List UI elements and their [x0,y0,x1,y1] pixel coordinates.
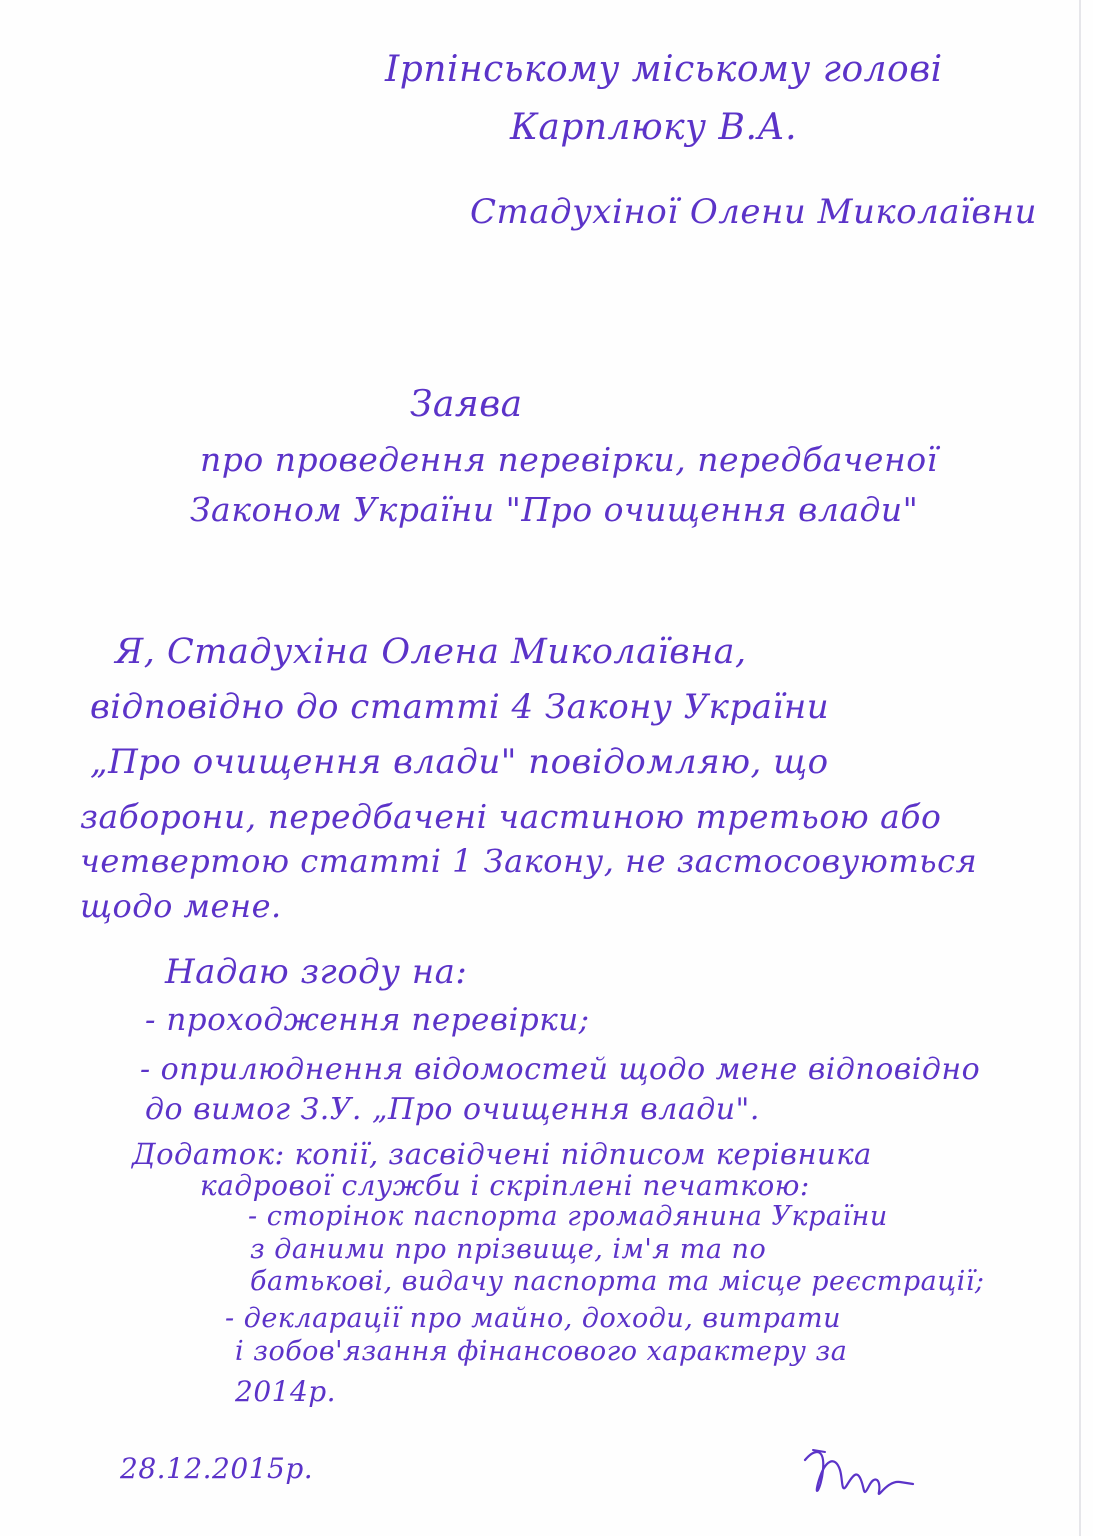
body-line-2: відповідно до статті 4 Закону України [90,687,830,727]
document-title: Заява [410,384,523,425]
signature [795,1440,915,1510]
addressee-line-1: Ірпінському міському голові [385,49,943,90]
page-edge [1079,0,1081,1536]
body-line-3: „Про очищення влади" повідомляю, що [90,742,829,782]
consent-heading: Надаю згоду на: [165,952,468,992]
attachment-line-4: з даними про прізвище, ім'я та по [250,1234,767,1265]
attachment-line-8: 2014р. [235,1375,337,1408]
attachment-line-7: і зобов'язання фінансового характеру за [235,1336,848,1367]
attachment-line-5: батькові, видачу паспорта та місце реєстрації; [250,1266,985,1297]
document-subtitle-line-2: Законом України "Про очищення влади" [190,490,919,529]
applicant-name: Стадухіної Олени Миколаївни [470,192,1037,232]
body-line-1: Я, Стадухіна Олена Миколаївна, [115,632,747,672]
attachment-line-2: кадрової служби і скріплені печаткою: [200,1169,810,1202]
addressee-line-2: Карплюку В.А. [510,107,798,148]
body-line-6: щодо мене. [80,887,282,925]
attachment-line-3: - сторінок паспорта громадянина України [248,1201,888,1232]
attachment-line-1: Додаток: копії, засвідчені підписом керівника [132,1137,872,1171]
body-line-5: четвертою статті 1 Закону, не застосовуються [80,842,978,880]
document-subtitle-line-1: про проведення перевірки, передбаченої [200,440,938,479]
consent-item-2-line-1: - оприлюднення відомостей щодо мене відповідно [140,1052,981,1087]
document-date: 28.12.2015р. [120,1452,314,1485]
consent-item-1: - проходження перевірки; [145,1002,590,1038]
attachment-line-6: - декларації про майно, доходи, витрати [225,1303,841,1334]
body-line-4: заборони, передбачені частиною третьою або [80,797,942,836]
consent-item-2-line-2: до вимог З.У. „Про очищення влади". [145,1092,760,1127]
